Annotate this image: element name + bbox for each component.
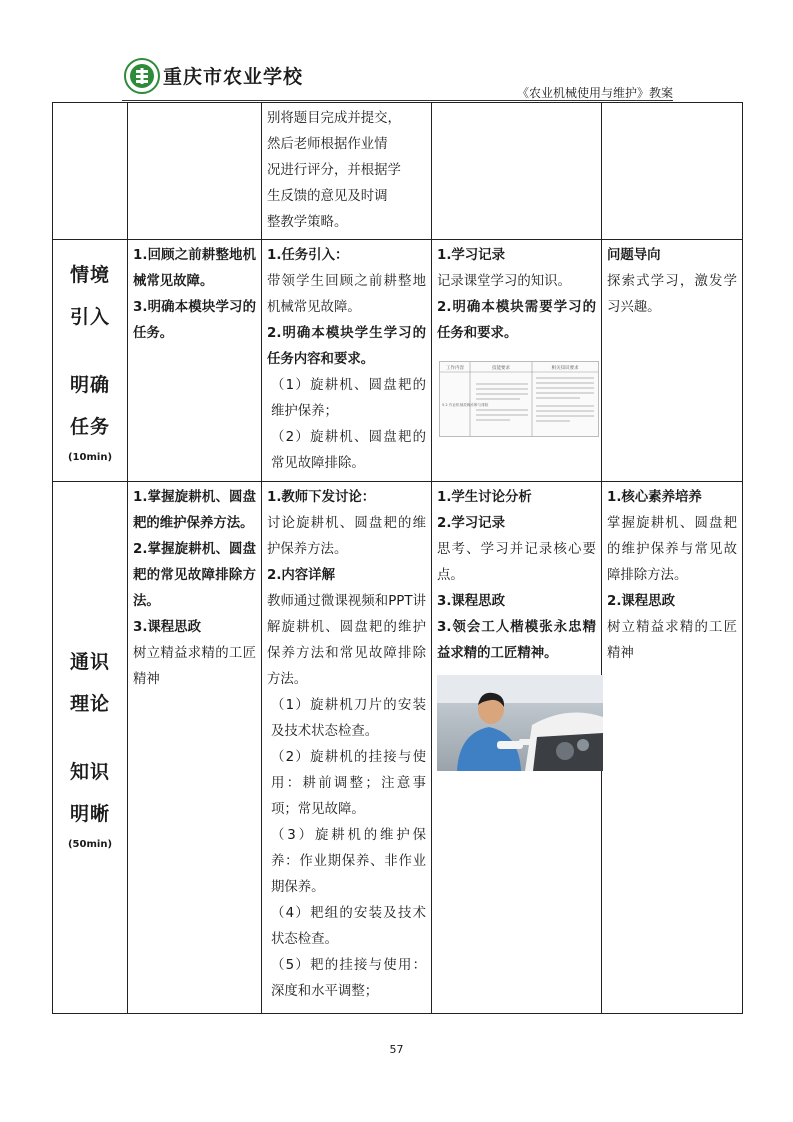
stage-duration: (50min)	[67, 838, 113, 850]
table-row-continuation	[53, 103, 743, 240]
stage-cell-empty	[53, 103, 128, 240]
teacher-item: （1）旋耕机、圆盘耙的维护保养；	[271, 378, 426, 419]
student-heading: 1.学习记录	[437, 248, 505, 263]
teacher-heading: 1.教师下发讨论：	[267, 490, 376, 505]
goals-cell-theory	[128, 482, 262, 1014]
student-heading: 1.学生讨论分析	[437, 490, 532, 505]
teacher-item: （4）耙组的安装及技术状态检查。	[271, 906, 426, 947]
stage-label: 明晰	[69, 802, 110, 825]
student-activity-cell-theory	[432, 482, 602, 1014]
school-name: 重庆市农业学校	[163, 66, 304, 88]
design-heading: 问题导向	[607, 248, 661, 263]
student-heading: 2.学习记录	[437, 516, 505, 531]
teacher-text: 带领学生回顾之前耕整地机械常见故障。	[267, 274, 426, 315]
mini-table-header: 技能要求	[492, 366, 510, 371]
student-heading: 3.课程思政	[437, 594, 505, 609]
goal-item: 3.课程思政	[133, 620, 201, 635]
craftsman-photo-image	[437, 675, 603, 771]
goal-item: 3.明确本模块学习的任务。	[133, 300, 256, 341]
teacher-item: （1）旋耕机刀片的安装及技术状态检查。	[271, 698, 426, 739]
design-intent-cell-empty	[602, 103, 743, 240]
teacher-line: 整教学策略。	[267, 215, 348, 230]
student-heading: 3.领会工人楷模张永忠精益求精的工匠精神。	[437, 620, 596, 661]
stage-cell-theory	[53, 482, 128, 1014]
stage-label: 通识	[69, 650, 110, 673]
mini-table-header: 相关知识要求	[551, 366, 579, 371]
page-number: 57	[389, 1043, 404, 1056]
teacher-heading: 2.内容详解	[267, 568, 335, 583]
stage-label: 任务	[69, 415, 110, 438]
teacher-text: 讨论旋耕机、圆盘耙的维护保养方法。	[267, 516, 426, 557]
teacher-heading: 2.明确本模块学生学习的任务内容和要求。	[267, 326, 426, 367]
teacher-item: （3）旋耕机的维护保养：作业期保养、非作业期保养。	[271, 828, 426, 895]
design-intent-cell-intro	[602, 240, 743, 482]
student-activity-cell-intro	[432, 240, 602, 482]
goal-item: 2.掌握旋耕机、圆盘耙的常见故障排除方法。	[133, 542, 256, 609]
school-logo-icon	[124, 58, 160, 94]
teacher-line: 然后老师根据作业情	[267, 137, 388, 152]
goal-item: 1.回顾之前耕整地机械常见故障。	[133, 248, 256, 289]
stage-label: 情境	[69, 263, 110, 286]
stage-duration: (10min)	[67, 451, 113, 463]
mini-table-header: 工作内容	[446, 366, 464, 371]
header-divider	[122, 100, 673, 101]
teacher-text: 教师通过微课视频和PPT讲解旋耕机、圆盘耙的维护保养方法和常见故障排除方法。	[267, 594, 426, 687]
course-title: 《农业机械使用与维护》教案	[516, 86, 673, 100]
stage-cell-intro	[53, 240, 128, 482]
design-heading: 1.核心素养培养	[607, 490, 702, 505]
teacher-item: （2）旋耕机、圆盘耙的常见故障排除。	[271, 430, 426, 471]
teacher-line: 况进行评分，并根据学	[267, 163, 401, 178]
student-text: 思考、学习并记录核心要点。	[437, 542, 596, 583]
teacher-item: （2）旋耕机的挂接与使用：耕前调整；注意事项；常见故障。	[271, 750, 426, 817]
teacher-line: 别将题目完成并提交，	[267, 111, 401, 126]
teacher-heading: 1.任务引入：	[267, 248, 349, 263]
stage-label: 引入	[69, 305, 110, 328]
student-text: 记录课堂学习的知识。	[437, 274, 571, 289]
teacher-item: （5）耙的挂接与使用：深度和水平调整；	[271, 958, 426, 999]
teacher-activity-cell-theory	[262, 482, 432, 1014]
teacher-activity-cell	[262, 103, 432, 240]
teacher-line: 生反馈的意见及时调	[267, 189, 388, 204]
goals-cell-intro	[128, 240, 262, 482]
student-activity-cell-empty	[432, 103, 602, 240]
table-row-intro	[53, 240, 743, 482]
goals-cell-empty	[128, 103, 262, 240]
stage-label: 理论	[69, 692, 110, 715]
mini-table-row-label: 5.2 作业机械故障诊断与排除	[442, 403, 489, 407]
design-intent-cell-theory	[602, 482, 743, 1014]
teacher-activity-cell-intro	[262, 240, 432, 482]
lesson-plan-table	[52, 102, 743, 1014]
design-heading: 2.课程思政	[607, 594, 675, 609]
design-text: 探索式学习，激发学习兴趣。	[607, 274, 737, 315]
table-row-theory	[53, 482, 743, 1014]
task-requirements-table-image	[439, 361, 599, 437]
design-text: 树立精益求精的工匠精神	[607, 620, 737, 661]
design-text: 掌握旋耕机、圆盘耙的维护保养与常见故障排除方法。	[607, 516, 737, 583]
goal-item: 1.掌握旋耕机、圆盘耙的维护保养方法。	[133, 490, 256, 531]
student-heading: 2.明确本模块需要学习的任务和要求。	[437, 300, 596, 341]
goal-text: 树立精益求精的工匠精神	[133, 646, 256, 687]
stage-label: 知识	[69, 760, 110, 783]
stage-label: 明确	[69, 373, 110, 396]
